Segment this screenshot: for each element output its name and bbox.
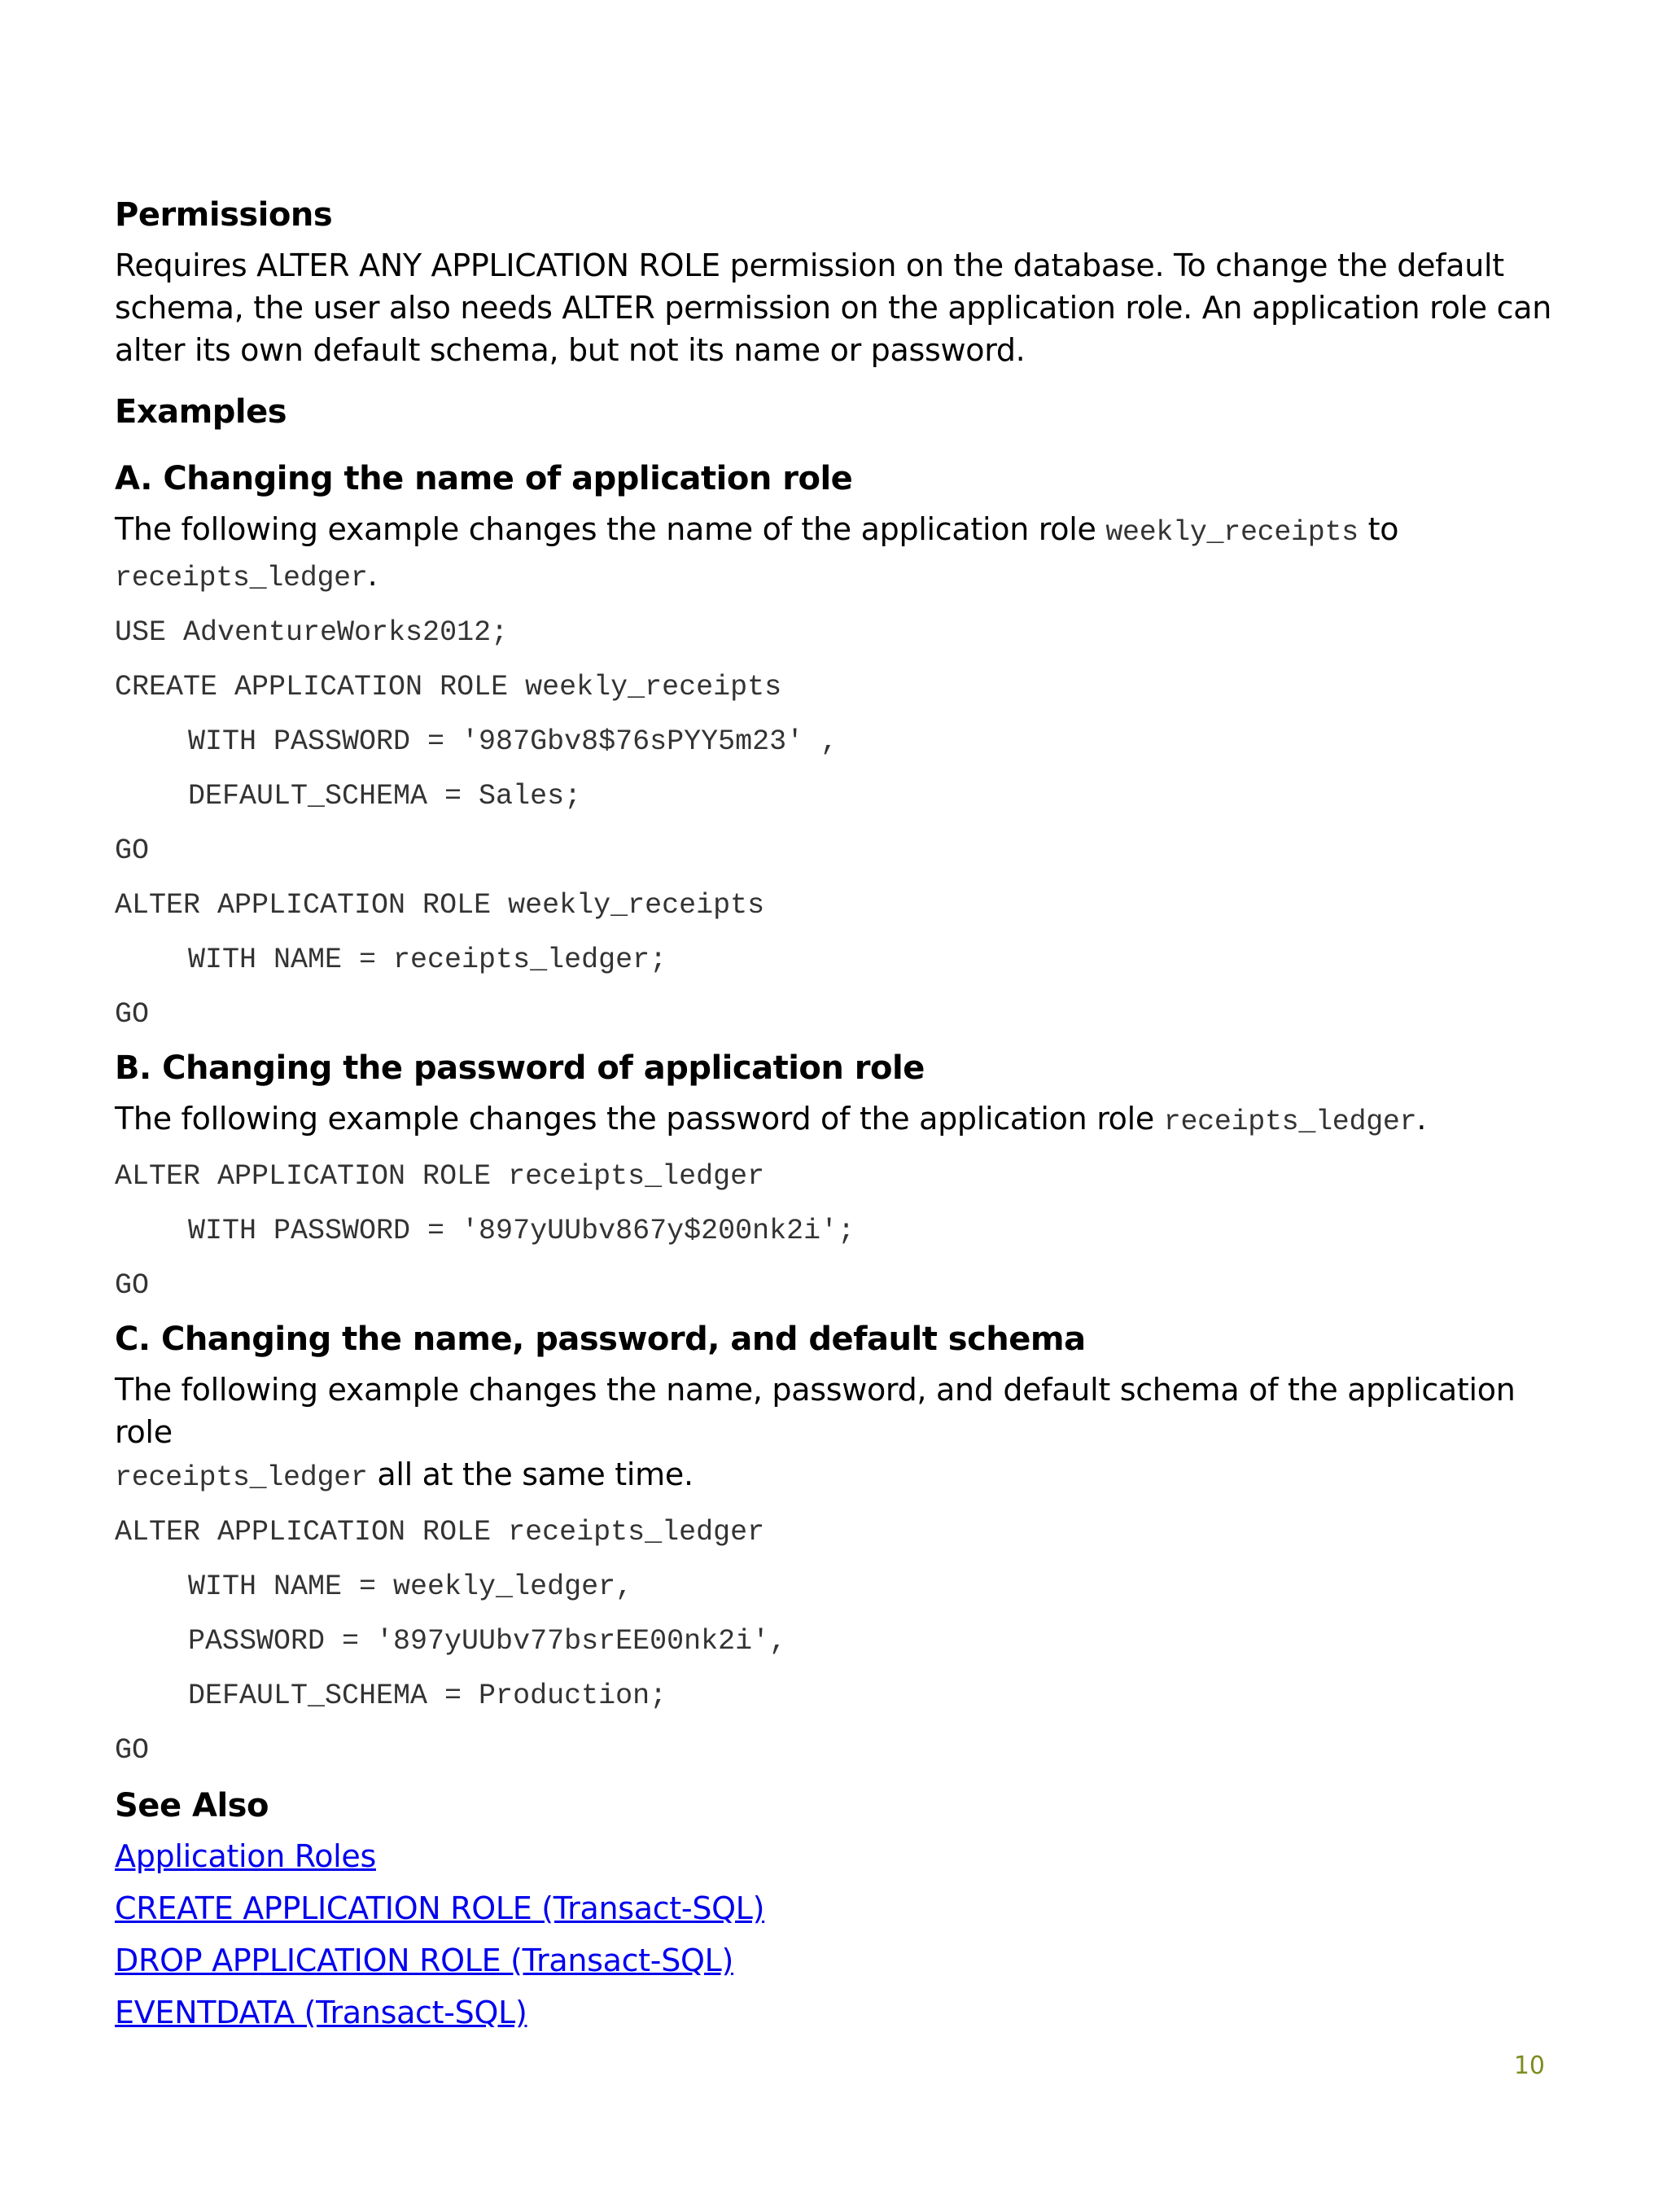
permissions-line-2: schema, the user also needs ALTER permission on the application role. An application role can (115, 290, 1552, 326)
example-c-text-line-1: The following example changes the name, password, and default schema of the application role (115, 1372, 1516, 1450)
permissions-heading: Permissions (115, 196, 333, 234)
code-line: GO (115, 998, 150, 1031)
example-b-code-block (115, 1150, 1564, 1313)
example-c-code-block (115, 1505, 1564, 1778)
code-line: GO (115, 834, 150, 867)
link-create-application-role[interactable]: CREATE APPLICATION ROLE (Transact-SQL) (115, 1890, 765, 1926)
inline-code-receipts-ledger: receipts_ledger (1163, 1106, 1417, 1138)
page-number: 10 (1513, 2052, 1545, 2080)
example-b-text (115, 1097, 1564, 1143)
code-line: DEFAULT_SCHEMA = Sales; (188, 780, 582, 813)
example-a-text-middle: to (1358, 511, 1399, 547)
inline-code-receipts-ledger: receipts_ledger (115, 562, 368, 594)
example-a-text-before: The following example changes the name of the application role (115, 511, 1106, 547)
link-eventdata[interactable]: EVENTDATA (Transact-SQL) (115, 1995, 527, 2030)
example-c-heading: C. Changing the name, password, and default schema (115, 1321, 1086, 1358)
code-line: USE AdventureWorks2012; (115, 616, 509, 649)
example-a-text-after: . (367, 557, 378, 593)
code-line: WITH PASSWORD = '897yUUbv867y$200nk2i'; (188, 1215, 855, 1247)
see-also-links (115, 1830, 1564, 2039)
code-line: GO (115, 1269, 150, 1302)
example-b-text-before: The following example changes the password of the application role (115, 1101, 1164, 1137)
link-drop-application-role[interactable]: DROP APPLICATION ROLE (Transact-SQL) (115, 1943, 734, 1978)
example-a-code-block (115, 606, 1564, 1042)
example-a-heading: A. Changing the name of application role (115, 460, 853, 497)
code-line: DEFAULT_SCHEMA = Production; (188, 1680, 667, 1712)
inline-code-receipts-ledger: receipts_ledger (115, 1461, 368, 1494)
code-line: CREATE APPLICATION ROLE weekly_receipts (115, 671, 782, 703)
link-application-roles[interactable]: Application Roles (115, 1838, 376, 1874)
document-page (115, 192, 1564, 2039)
code-line: GO (115, 1734, 150, 1767)
code-line: WITH NAME = receipts_ledger; (188, 944, 667, 976)
code-line: ALTER APPLICATION ROLE receipts_ledger (115, 1160, 765, 1193)
example-b-heading: B. Changing the password of application role (115, 1049, 925, 1087)
code-line: ALTER APPLICATION ROLE weekly_receipts (115, 889, 765, 922)
examples-heading: Examples (115, 393, 287, 431)
permissions-line-1: Requires ALTER ANY APPLICATION ROLE permission on the database. To change the default (115, 247, 1504, 283)
example-c-text (115, 1369, 1564, 1499)
code-line: WITH PASSWORD = '987Gbv8$76sPYY5m23' , (188, 725, 838, 758)
code-line: ALTER APPLICATION ROLE receipts_ledger (115, 1516, 765, 1548)
code-line: PASSWORD = '897yUUbv77bsrEE00nk2i', (188, 1625, 787, 1658)
see-also-heading: See Also (115, 1787, 269, 1824)
example-b-text-after: . (1416, 1101, 1427, 1137)
inline-code-weekly-receipts: weekly_receipts (1105, 516, 1359, 549)
permissions-text (115, 244, 1564, 371)
permissions-line-3: alter its own default schema, but not its name or password. (115, 332, 1026, 368)
example-a-text (115, 508, 1564, 599)
example-c-text-after: all at the same time. (367, 1456, 693, 1492)
code-line: WITH NAME = weekly_ledger, (188, 1570, 633, 1603)
